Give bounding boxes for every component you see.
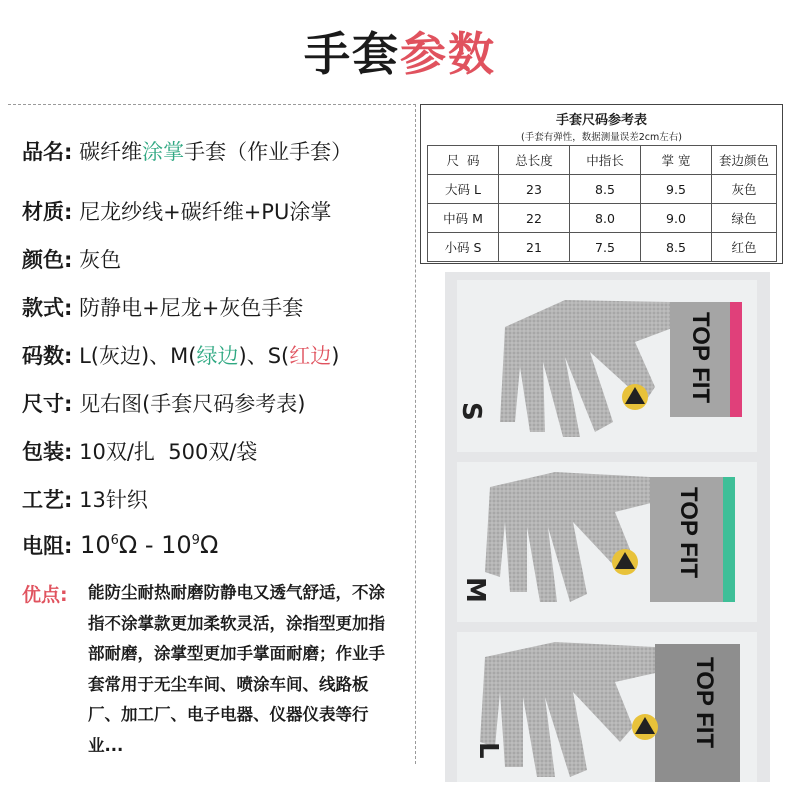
size-mark: S	[456, 402, 486, 421]
table-row	[428, 233, 777, 262]
table-cell: 22	[499, 204, 570, 233]
spec-value: 碳纤维	[79, 140, 143, 164]
spec-value: 10	[80, 531, 111, 559]
spec-value: L(灰边)、M(	[79, 344, 197, 368]
table-header-cell: 中指长	[570, 146, 641, 175]
divider-vertical	[415, 104, 416, 764]
spec-name: 品名: 碳纤维涂掌手套（作业手套）	[22, 140, 353, 164]
table-cell: 红色	[712, 233, 777, 262]
spec-value: Ω - 10	[118, 531, 192, 559]
table-cell: 8.5	[641, 233, 712, 262]
advantages-label: 优点:	[22, 584, 68, 606]
spec-key: 材质	[22, 200, 64, 224]
table-header-cell: 尺 码	[428, 146, 499, 175]
table-cell: 8.5	[570, 175, 641, 204]
esd-logo-icon	[622, 384, 648, 410]
product-photo	[445, 272, 770, 782]
spec-dimension: 尺寸: 见右图(手套尺码参考表)	[22, 392, 306, 416]
page-title	[0, 18, 800, 84]
exponent: 6	[110, 533, 119, 548]
spec-key: 包装	[22, 440, 64, 464]
spec-key: 颜色	[22, 248, 64, 272]
spec-key: 款式	[22, 296, 64, 320]
table-cell: 9.0	[641, 204, 712, 233]
table-cell: 8.0	[570, 204, 641, 233]
table-cell: 9.5	[641, 175, 712, 204]
table-cell: 7.5	[570, 233, 641, 262]
spec-color: 颜色: 灰色	[22, 248, 122, 272]
esd-logo-icon	[612, 549, 638, 575]
size-mark: M	[460, 577, 490, 603]
table-header-cell: 套边颜色	[712, 146, 777, 175]
table-row	[428, 175, 777, 204]
brand-label: TOP FIT	[687, 312, 714, 404]
spec-value-highlight: 涂掌	[142, 140, 185, 164]
spec-process: 工艺: 13针织	[22, 488, 148, 512]
gloves-illustration	[445, 272, 770, 782]
size-table-grid	[427, 145, 777, 262]
spec-value: 10双/扎 500双/袋	[79, 440, 258, 464]
spec-value: 13针织	[79, 488, 148, 512]
size-table	[420, 104, 783, 264]
spec-value-red: 红边	[289, 344, 332, 368]
spec-value: 手套（作业手套）	[184, 140, 353, 164]
spec-key: 品名	[22, 140, 64, 164]
spec-sizes: 码数: L(灰边)、M(绿边)、S(红边)	[22, 344, 340, 368]
title-part2: 参数	[400, 27, 496, 81]
table-cell: 小码 S	[428, 233, 499, 262]
esd-logo-icon	[632, 714, 658, 740]
spec-resistance: 电阻: $10^6\Omega - 10^9\Omega$	[22, 531, 219, 559]
spec-value: 见右图(手套尺码参考表)	[79, 392, 306, 416]
spec-material: 材质: 尼龙纱线+碳纤维+PU涂掌	[22, 200, 332, 224]
spec-value-green: 绿边	[196, 344, 239, 368]
spec-key: 尺寸	[22, 392, 64, 416]
brand-label: TOP FIT	[691, 657, 718, 749]
spec-key: 电阻	[22, 534, 64, 558]
table-header-cell: 总长度	[499, 146, 570, 175]
size-table-note: (手套有弹性，数据测量误差2cm左右)	[521, 132, 682, 143]
spec-value: 尼龙纱线+碳纤维+PU涂掌	[79, 200, 332, 224]
spec-value: 灰色	[79, 248, 122, 272]
table-row	[428, 204, 777, 233]
exponent: 9	[191, 533, 200, 548]
spec-value: )	[331, 344, 340, 368]
table-cell: 绿色	[712, 204, 777, 233]
table-header-cell: 掌 宽	[641, 146, 712, 175]
spec-value: Ω	[199, 531, 219, 559]
spec-packaging: 包装: 10双/扎 500双/袋	[22, 440, 258, 464]
divider-horizontal	[8, 104, 416, 105]
table-cell: 23	[499, 175, 570, 204]
brand-label: TOP FIT	[675, 487, 702, 579]
spec-value: 防静电+尼龙+灰色手套	[79, 296, 304, 320]
size-table-title: 手套尺码参考表	[555, 113, 647, 128]
table-header-row	[428, 146, 777, 175]
spec-value: )、S(	[238, 344, 290, 368]
title-part1: 手套	[304, 27, 400, 81]
table-cell: 灰色	[712, 175, 777, 204]
spec-key: 工艺	[22, 488, 64, 512]
table-cell: 中码 M	[428, 204, 499, 233]
spec-style: 款式: 防静电+尼龙+灰色手套	[22, 296, 304, 320]
advantages-text: 能防尘耐热耐磨防静电又透气舒适，不涂指不涂掌款更加柔软灵活，涂指型更加指部耐磨，涂掌型更加手掌面耐磨；作业手套常用于无尘车间、喷涂车间、线路板厂、加工厂、电子电器、仪器仪表等行业...	[88, 583, 385, 755]
table-cell: 大码 L	[428, 175, 499, 204]
spec-key: 码数	[22, 344, 64, 368]
size-mark: L	[473, 742, 503, 759]
table-cell: 21	[499, 233, 570, 262]
